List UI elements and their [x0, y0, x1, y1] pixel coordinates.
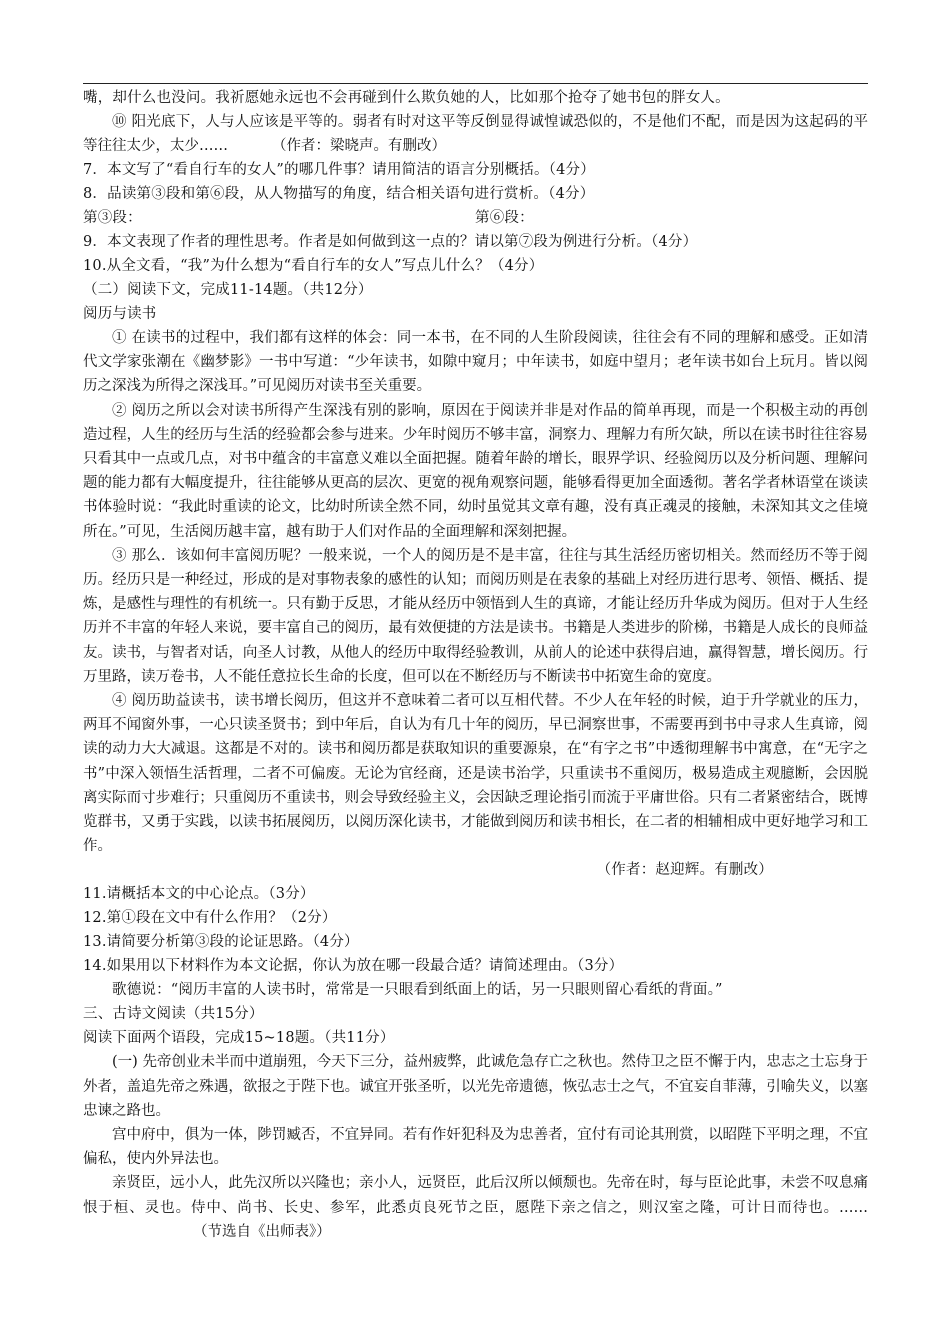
exam-page	[83, 78, 868, 1244]
paragraph-10-text: ⑩ 阳光底下，人与人应该是平等的。弱者有时对这平等反倒显得诚惶诚恐似的，不是他们不配，而是因为这起码的平等往往太少，太少……	[83, 114, 868, 154]
classical-paragraph-3	[83, 1171, 868, 1244]
section-2-intro: （二）阅读下文，完成11-14题。（共12分）	[83, 282, 373, 298]
article-source: （作者：赵迎辉。有删改）	[596, 862, 773, 879]
classical-paragraph-3-text: 亲贤臣，远小人，此先汉所以兴隆也；亲小人，远贤臣，此后汉所以倾颓也。先帝在时，每与臣论此事，未尝不叹息痛恨于桓、灵也。侍中、尚书、长史、参军，此悉贞良死节之臣，愿陛下亲之信之，则汉室之隆，可计日而待也。……	[83, 1175, 868, 1216]
paragraph-10	[83, 110, 868, 158]
answer-label-para-6: 第⑥段：	[475, 210, 534, 226]
question-7: 7．本文写了“看自行车的女人”的哪几件事？请用简洁的语言分别概括。（4分）	[83, 162, 595, 178]
continued-line: 嘴，却什么也没问。我祈愿她永远也不会再碰到什么欺负她的人，比如那个抢夺了她书包的胖女人。	[83, 90, 730, 106]
question-12: 12.第①段在文中有什么作用？（2分）	[83, 910, 337, 927]
classical-source: （节选自《出师表》）	[193, 1223, 331, 1240]
classical-paragraph-2: 宫中府中，俱为一体，陟罚臧否，不宜异同。若有作奸犯科及为忠善者，宜付有司论其刑赏，以昭陛下平明之理，不宜偏私，使内外异法也。	[83, 1127, 868, 1168]
article-paragraph-1: ① 在读书的过程中，我们都有这样的体会：同一本书，在不同的人生阶段阅读，往往会有不同的理解和感受。正如清代文学家张潮在《幽梦影》一书中写道：“少年读书，如隙中窥月；中年读书，如庭中望月；老年读书如台上玩月。皆以阅历之深浅为所得之深浅耳。”可见阅历对读书至关重要。	[83, 330, 868, 395]
question-14-quote: 歌德说：“阅历丰富的人读书时，常常是一只眼看到纸面上的话，另一只眼则留心看纸的背面。”	[112, 982, 723, 999]
question-9: 9．本文表现了作者的理性思考。作者是如何做到这一点的？请以第⑦段为例进行分析。（4分）	[83, 234, 698, 250]
classical-paragraph-1: (一) 先帝创业未半而中道崩殂，今天下三分，益州疲弊，此诚危急存亡之秋也。然侍卫之臣不懈于内，忠志之士忘身于外者，盖追先帝之殊遇，欲报之于陛下也。诚宜开张圣听，以光先帝遗德，恢弘志士之气，不宜妄自菲薄，引喻失义，以塞忠谏之路也。	[83, 1054, 868, 1119]
question-14: 14.如果用以下材料作为本文论据，你认为放在哪一段最合适？请简述理由。（3分）	[83, 958, 624, 975]
paragraph-10-source: （作者：梁晓声。有删改）	[272, 138, 446, 154]
section-3-heading: 三、古诗文阅读（共15分）	[83, 1006, 264, 1023]
article-paragraph-4: ④ 阅历助益读书，读书增长阅历，但这并不意味着二者可以互相代替。不少人在年轻的时候，迫于升学就业的压力，两耳不闻窗外事，一心只读圣贤书；到中年后，自认为有几十年的阅历，早已洞察世事，不需要再到书中寻求人生真谛，阅读的动力大大减退。这都是不对的。读书和阅历都是获取知识的重要源泉，在“有字之书”中透彻理解书中寓意，在“无字之书”中深入领悟生活哲理，二者不可偏废。无论为官经商，还是读书治学，只重读书不重阅历，极易造成主观臆断，会因脱离实际而寸步难行；只重阅历不重读书，则会导致经验主义，会因缺乏理论指引而流于平庸世俗。只有二者紧密结合，既博览群书，又勇于实践，以读书拓展阅历，以阅历深化读书，才能做到阅历和读书相长，在二者的相辅相成中更好地学习和工作。	[83, 693, 868, 855]
article-title: 阅历与读书	[83, 306, 157, 322]
question-10: 10.从全文看，“我”为什么想为“看自行车的女人”写点儿什么？（4分）	[83, 258, 544, 274]
section-3-intro: 阅读下面两个语段，完成15~18题。（共11分）	[83, 1030, 395, 1047]
question-13: 13.请简要分析第③段的论证思路。（4分）	[83, 934, 359, 951]
question-11: 11.请概括本文的中心论点。（3分）	[83, 886, 315, 903]
question-8-answers	[83, 206, 868, 230]
article-paragraph-3: ③ 那么．该如何丰富阅历呢？一般来说，一个人的阅历是不是丰富，往往与其生活经历密切相关。然而经历不等于阅历。经历只是一种经过，形成的是对事物表象的感性的认知；而阅历则是在表象的基础上对经历进行思考、领悟、概括、提炼，是感性与理性的有机统一。只有勤于反思，才能从经历中领悟到人生的真谛，才能让经历升华成为阅历。但对于人生经历并不丰富的年轻人来说，要丰富自己的阅历，最有效便捷的方法是读书。书籍是人类进步的阶梯，书籍是人成长的良师益友。读书，与智者对话，向圣人讨教，从他人的经历中取得经验教训，从前人的论述中获得启迪，赢得智慧，增长阅历。行万里路，读万卷书，人不能任意拉长生命的长度，但可以在不断经历与不断读书中拓宽生命的宽度。	[83, 547, 868, 685]
article-paragraph-2: ② 阅历之所以会对读书所得产生深浅有别的影响，原因在于阅读并非是对作品的简单再现，而是一个积极主动的再创造过程，人生的经历与生活的经验都会参与进来。少年时阅历不够丰富，洞察力、理解力有所欠缺，所以在读书时往往容易只看其中一点或几点，对书中蕴含的丰富意义难以全面把握。随着年龄的增长，眼界学识、经验阅历以及分析问题、理解问题的能力都有大幅度提升，往往能够从更高的层次、更宽的视角观察问题，能够看得更加全面透彻。著名学者林语堂在谈读书体验时说：“我此时重读的论文，比幼时所读全然不同，幼时虽觉其文章有趣，没有真正魂灵的接触，未深知其文之佳境所在。”可见，生活阅历越丰富，越有助于人们对作品的全面理解和深刻把握。	[83, 402, 868, 540]
question-8: 8．品读第③段和第⑥段，从人物描写的角度，结合相关语句进行赏析。（4分）	[83, 186, 595, 202]
answer-label-para-3: 第③段：	[83, 210, 142, 226]
